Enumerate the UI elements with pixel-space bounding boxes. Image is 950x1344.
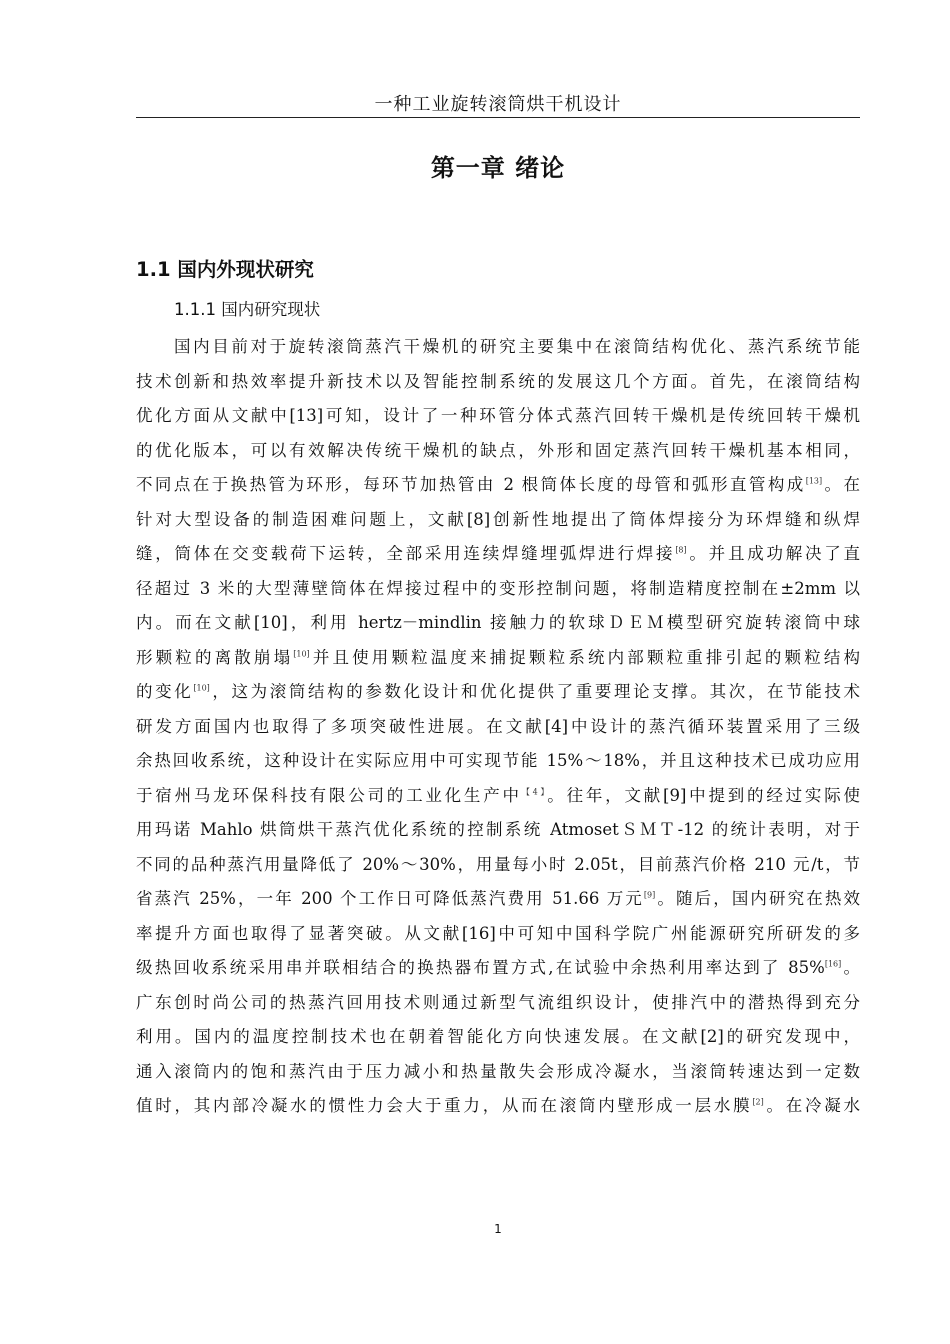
citation-marker: 【4】 bbox=[521, 787, 548, 796]
citation-marker: [13] bbox=[805, 476, 823, 486]
body-paragraph bbox=[136, 332, 860, 1126]
text-line bbox=[136, 953, 860, 988]
header-divider bbox=[136, 117, 860, 118]
text-line: 针对大型设备的制造困难问题上，文献[8]创新性地提出了筒体焊接分为环焊缝和纵焊 bbox=[136, 509, 860, 529]
text-segment: 省蒸汽 25%，一年 200 个工作日可降低蒸汽费用 51.66 万元 bbox=[136, 889, 644, 908]
text-segment: ，这为滚筒结构的参数化设计和优化提供了重要理论支撑。其次，在节能技术 bbox=[209, 682, 861, 701]
text-line: 率提升方面也取得了显著突破。从文献[16]中可知中国科学院广州能源研究所研发的多 bbox=[136, 923, 860, 943]
text-line: 技术创新和热效率提升新技术以及智能控制系统的发展这几个方面。首先，在滚筒结构 bbox=[136, 371, 860, 391]
text-line: 利用。国内的温度控制技术也在朝着智能化方向快速发展。在文献[2]的研究发现中， bbox=[136, 1027, 860, 1046]
text-line: 优化方面从文献中[13]可知，设计了一种环管分体式蒸汽回转干燥机是传统回转干燥机 bbox=[136, 406, 860, 425]
section-heading: 1.1 国内外现状研究 bbox=[136, 258, 314, 281]
text-segment: 。 bbox=[841, 958, 861, 977]
citation-marker: [9] bbox=[643, 890, 656, 900]
citation-marker: [10] bbox=[193, 683, 210, 693]
text-line: 用玛诺 Mahlo 烘筒烘干蒸汽优化系统的控制系统 AtmosetＳＭＴ-12 的统计表明，对于 bbox=[136, 820, 860, 839]
text-segment: 。在冷凝水 bbox=[763, 1096, 861, 1115]
citation-marker: [8] bbox=[675, 545, 687, 555]
text-line: 通入滚筒内的饱和蒸汽由于压力减小和热量散失会形成冷凝水，当滚筒转速达到一定数 bbox=[136, 1061, 860, 1081]
text-segment: 并且使用颗粒温度来捕捉颗粒系统内部颗粒重排引起的颗粒结构 bbox=[309, 647, 861, 667]
subsection-heading: 1.1.1 国内研究现状 bbox=[174, 300, 321, 319]
running-header: 一种工业旋转滚筒烘干机设计 bbox=[374, 94, 622, 115]
text-segment: 。在 bbox=[822, 475, 860, 494]
text-line: 径超过 3 米的大型薄壁筒体在焊接过程中的变形控制问题，将制造精度控制在±2mm 以 bbox=[136, 578, 860, 598]
chapter-title: 第一章 绪论 bbox=[430, 154, 566, 182]
text-line bbox=[136, 884, 860, 919]
text-line bbox=[136, 643, 860, 678]
text-line: 广东创时尚公司的热蒸汽回用技术则通过新型气流组织设计，使排汽中的潜热得到充分 bbox=[136, 992, 860, 1012]
text-line: 的优化版本，可以有效解决传统干燥机的缺点，外形和固定蒸汽回转干燥机基本相同， bbox=[136, 440, 860, 460]
text-segment: 级热回收系统采用串并联相结合的换热器布置方式,在试验中余热利用率达到了 85% bbox=[136, 958, 825, 977]
text-segment: 。并且成功解决了直 bbox=[686, 544, 861, 563]
text-segment: 不同点在于换热管为环形，每环节加热管由 2 根筒体长度的母管和弧形直管构成 bbox=[136, 475, 806, 494]
text-line bbox=[136, 470, 860, 505]
text-line: 研发方面国内也取得了多项突破性进展。在文献[4]中设计的蒸汽循环装置采用了三级 bbox=[136, 716, 860, 736]
text-line bbox=[136, 539, 860, 574]
text-line bbox=[136, 781, 860, 816]
text-segment: 形颗粒的离散崩塌 bbox=[136, 647, 294, 667]
text-line bbox=[136, 677, 860, 712]
text-segment: 。往年，文献[9]中提到的经过实际使 bbox=[547, 785, 861, 805]
text-line: 不同的品种蒸汽用量降低了 20%～30%，用量每小时 2.05t，目前蒸汽价格 210 元/t，节 bbox=[136, 854, 860, 874]
page-number: 1 bbox=[494, 1222, 502, 1236]
text-segment: 的变化 bbox=[136, 682, 194, 701]
text-segment: 缝，筒体在交变载荷下运转，全部采用连续焊缝埋弧焊进行焊接 bbox=[136, 544, 676, 563]
citation-marker: [10] bbox=[293, 649, 310, 658]
text-line: 内。而在文献[10]，利用 hertz－mindlin 接触力的软球ＤＥＭ模型研究旋转滚筒中球 bbox=[136, 613, 860, 632]
text-segment: 。随后，国内研究在热效 bbox=[655, 889, 860, 908]
text-line bbox=[136, 1091, 860, 1126]
text-segment: 值时，其内部冷凝水的惯性力会大于重力，从而在滚筒内壁形成一层水膜 bbox=[136, 1096, 753, 1115]
text-segment: 于宿州马龙环保科技有限公司的工业化生产中 bbox=[136, 785, 522, 805]
citation-marker: [2] bbox=[752, 1097, 764, 1107]
text-line: 国内目前对于旋转滚筒蒸汽干燥机的研究主要集中在滚筒结构优化、蒸汽系统节能 bbox=[174, 337, 860, 356]
citation-marker: [16] bbox=[824, 959, 842, 969]
text-line: 余热回收系统，这种设计在实际应用中可实现节能 15%～18%，并且这种技术已成功应用 bbox=[136, 751, 860, 770]
